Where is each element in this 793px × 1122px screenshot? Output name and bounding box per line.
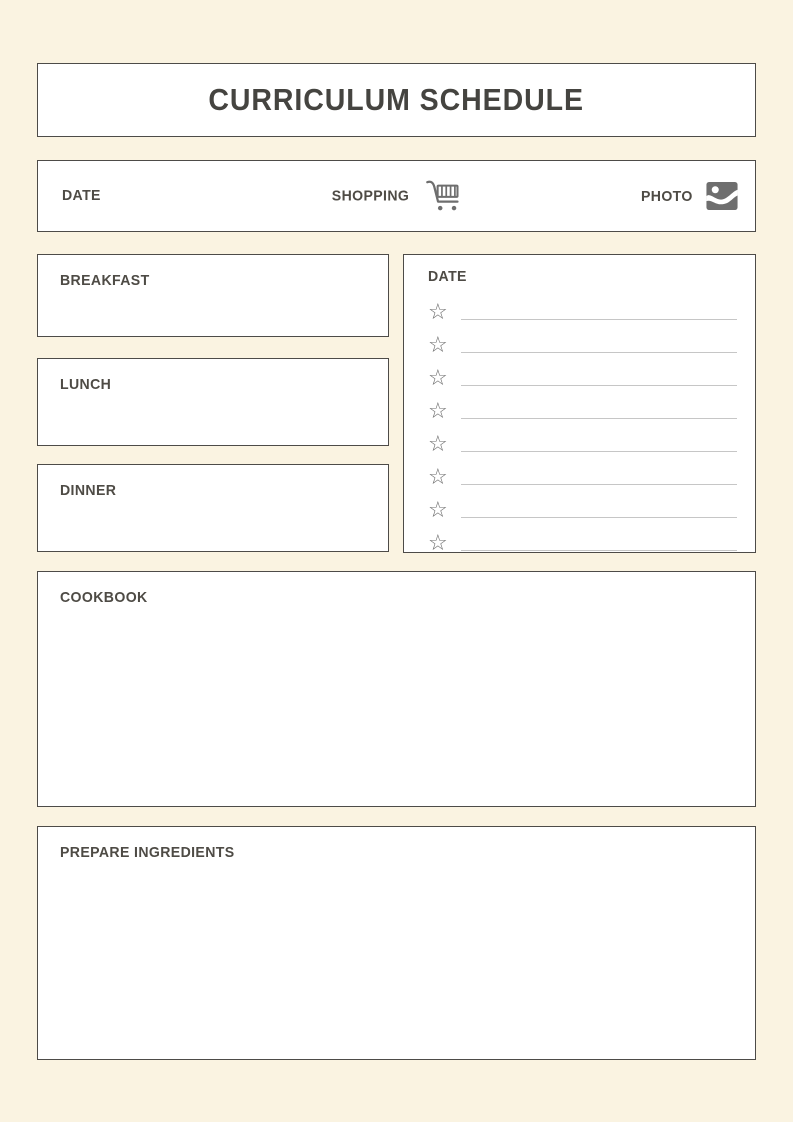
breakfast-box bbox=[37, 254, 389, 337]
entry-line bbox=[461, 319, 737, 320]
star-outline-icon: ☆ bbox=[428, 498, 448, 523]
info-bar bbox=[37, 160, 756, 232]
entry-line bbox=[461, 418, 737, 419]
checklist-row bbox=[428, 490, 739, 523]
checklist-row bbox=[428, 391, 739, 424]
star-outline-icon: ☆ bbox=[428, 399, 448, 424]
cookbook-label: COOKBOOK bbox=[60, 589, 148, 606]
entry-line bbox=[461, 550, 737, 551]
checklist-row bbox=[428, 325, 739, 358]
star-outline-icon: ☆ bbox=[428, 531, 448, 556]
checklist-row bbox=[428, 358, 739, 391]
star-outline-icon: ☆ bbox=[428, 465, 448, 490]
checklist-row bbox=[428, 457, 739, 490]
info-shopping-group bbox=[331, 179, 461, 214]
lunch-box bbox=[37, 358, 389, 446]
lunch-label: LUNCH bbox=[60, 376, 112, 393]
entry-line bbox=[461, 352, 737, 353]
star-outline-icon: ☆ bbox=[428, 300, 448, 325]
dinner-box bbox=[37, 464, 389, 552]
checklist-row bbox=[428, 523, 739, 556]
cookbook-box bbox=[37, 571, 756, 807]
page-title: CURRICULUM SCHEDULE bbox=[208, 82, 585, 117]
photo-label: PHOTO bbox=[640, 187, 693, 205]
prepare-ingredients-label: PREPARE INGREDIENTS bbox=[60, 844, 235, 861]
star-checklist bbox=[428, 292, 739, 556]
entry-line bbox=[461, 385, 737, 386]
star-outline-icon: ☆ bbox=[428, 432, 448, 457]
date-panel-label: DATE bbox=[428, 268, 467, 285]
star-outline-icon: ☆ bbox=[428, 366, 448, 391]
checklist-row bbox=[428, 292, 739, 325]
entry-line bbox=[461, 484, 737, 485]
checklist-row bbox=[428, 424, 739, 457]
dinner-label: DINNER bbox=[60, 482, 117, 499]
date-label: DATE bbox=[62, 187, 101, 204]
prepare-ingredients-box bbox=[37, 826, 756, 1060]
info-photo-group bbox=[641, 182, 738, 210]
date-panel bbox=[403, 254, 756, 556]
entry-line bbox=[461, 517, 737, 518]
star-outline-icon: ☆ bbox=[428, 333, 448, 358]
shopping-cart-icon bbox=[424, 179, 462, 214]
title-box bbox=[37, 63, 756, 137]
shopping-label: SHOPPING bbox=[331, 187, 409, 205]
photo-icon bbox=[706, 182, 738, 210]
breakfast-label: BREAKFAST bbox=[60, 272, 150, 289]
info-date-group bbox=[62, 187, 103, 205]
entry-line bbox=[461, 451, 737, 452]
